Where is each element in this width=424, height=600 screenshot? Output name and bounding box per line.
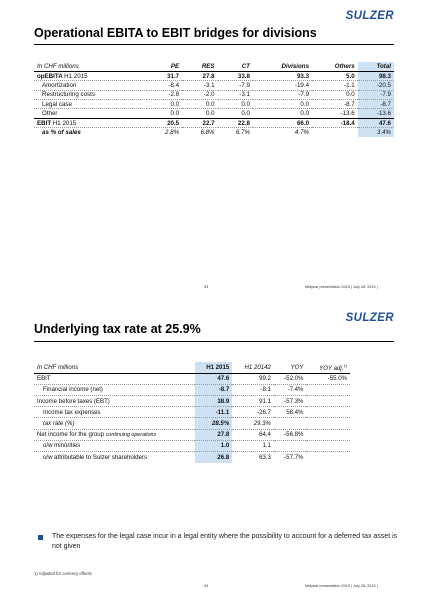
- table-row: [34, 118, 394, 127]
- table-cell: 1.1: [232, 440, 274, 451]
- table-cell: -7.4%: [274, 384, 307, 395]
- table-cell-total: 3.4%: [358, 128, 394, 137]
- row-label: Legal case: [34, 100, 147, 109]
- column-header: In CHF millions: [34, 362, 195, 373]
- table-row: [34, 100, 394, 109]
- table-cell: -55.0%: [306, 373, 350, 384]
- table-cell: 33.8: [218, 71, 253, 80]
- table-cell: -26.7: [232, 407, 274, 418]
- ebita-ebit-bridge-table: [34, 62, 394, 137]
- table-cell: -57.3%: [274, 396, 307, 407]
- table-cell: -3.1: [182, 81, 217, 90]
- row-label: as % of sales: [42, 129, 81, 137]
- table-row: [34, 90, 394, 99]
- table-cell: -13.6: [340, 110, 355, 118]
- table-cell: 0.0: [312, 90, 358, 99]
- table-cell: 2.8%: [165, 129, 180, 137]
- row-label: tax rate (%): [34, 418, 195, 429]
- table-row: [34, 384, 350, 395]
- table-cell: 22.8: [218, 118, 253, 127]
- bullet-square-icon: [38, 535, 43, 540]
- table-cell-current: -11.1: [195, 407, 232, 418]
- table-cell: [306, 418, 350, 429]
- table-cell: -19.4: [253, 81, 312, 90]
- table-cell: -7.9: [253, 90, 312, 99]
- table-cell: -3.1: [218, 90, 253, 99]
- table-cell: -2.0: [182, 90, 217, 99]
- slide-title: Operational EBITA to EBIT bridges for divisions: [34, 26, 317, 40]
- table-row: [34, 418, 350, 429]
- table-cell: -8.1: [232, 384, 274, 395]
- slide-tax-rate: [0, 302, 424, 600]
- table-cell: -2.8: [147, 90, 182, 99]
- table-cell: 93.3: [253, 71, 312, 80]
- column-header: Divisions: [253, 62, 312, 71]
- row-label: EBIT: [34, 373, 195, 384]
- table-row: [34, 440, 350, 451]
- row-label: o/w minorities: [34, 440, 195, 451]
- table-row: [34, 81, 394, 90]
- column-header-total: Total: [358, 62, 394, 71]
- table-cell-current: 1.0: [195, 440, 232, 451]
- table-cell: 0.0: [182, 100, 217, 109]
- table-header-row: [34, 362, 350, 373]
- table-cell: -57.7%: [284, 453, 304, 461]
- table-cell-total: 47.6: [358, 118, 394, 127]
- table-cell: 91.1: [232, 396, 274, 407]
- table-cell: [306, 440, 350, 451]
- footer-text: Midyear presentation 2015 | July 28, 2015 |: [305, 584, 378, 588]
- title-divider: [34, 341, 394, 342]
- table-row: [34, 429, 350, 440]
- table-cell: 66.0: [253, 118, 312, 127]
- table-row: [34, 128, 394, 137]
- table-cell: [312, 128, 358, 137]
- table-cell: 29.3%: [232, 418, 274, 429]
- bullet-text: The expenses for the legal case incur in a legal entity where the possibility to account for a deferred tax asset is not given: [52, 533, 398, 550]
- table-row: [34, 452, 350, 463]
- table-cell: [274, 440, 307, 451]
- table-cell-total: -13.6: [358, 109, 394, 118]
- table-row: [34, 71, 394, 80]
- page-number: 33: [204, 285, 209, 289]
- table-cell: 6.8%: [200, 129, 215, 137]
- table-cell-current: 26.8: [195, 452, 232, 463]
- table-cell-total: -20.5: [358, 81, 394, 90]
- column-header: PE: [147, 62, 182, 71]
- table-cell: -52.0%: [274, 373, 307, 384]
- table-cell: -8.4: [147, 81, 182, 90]
- column-header-current: H1 2015: [195, 362, 232, 373]
- table-cell: -1.1: [312, 81, 358, 90]
- row-label: o/w attributable to Sulzer shareholders: [43, 453, 147, 461]
- title-divider: [34, 44, 394, 45]
- bullet-point: [38, 532, 398, 552]
- table-cell-total: -8.7: [358, 100, 394, 109]
- column-header: YOY: [274, 362, 307, 373]
- sulzer-logo: SULZER: [345, 10, 394, 22]
- column-header: H1 20142: [232, 362, 274, 373]
- table-cell: [306, 429, 350, 440]
- table-cell: 99.2: [232, 373, 274, 384]
- footnote: 1) Adjusted for currency effects: [34, 571, 92, 576]
- column-header: In CHF millions: [34, 62, 147, 71]
- table-row: [34, 396, 350, 407]
- table-row: [34, 109, 394, 118]
- table-cell-total: 98.3: [358, 71, 394, 80]
- row-label: Other: [42, 110, 58, 118]
- column-header: YOY adj.$^{1)}$: [306, 362, 350, 373]
- table-cell-total: -7.9: [358, 90, 394, 99]
- row-label: Restructuring costs: [34, 90, 147, 99]
- tax-rate-table: [34, 362, 350, 463]
- table-cell-current: -8.7: [195, 384, 232, 395]
- row-label: Net income for the group continuing operations: [34, 429, 195, 440]
- row-label: Financial income (net): [34, 384, 195, 395]
- table-cell: 0.0: [241, 110, 250, 118]
- table-cell-current: 38.9: [195, 396, 232, 407]
- table-cell: 6.7%: [235, 129, 250, 137]
- table-header-row: [34, 62, 394, 71]
- column-header: CT: [218, 62, 253, 71]
- table-cell-current: 47.6: [195, 373, 232, 384]
- table-cell-current: 27.8: [195, 429, 232, 440]
- sulzer-logo: SULZER: [345, 312, 394, 324]
- row-label: opEBITA H1 2015: [34, 71, 147, 80]
- slide-title: Underlying tax rate at 25.9%: [34, 322, 201, 336]
- column-header: RES: [182, 62, 217, 71]
- table-cell: 4.7%: [294, 129, 310, 137]
- page-number: 34: [204, 584, 209, 588]
- table-cell: [274, 418, 307, 429]
- table-cell: 0.0: [218, 100, 253, 109]
- table-cell: 20.5: [147, 118, 182, 127]
- row-label: Amortization: [34, 81, 147, 90]
- table-cell-current: 28.5%: [195, 418, 232, 429]
- table-cell: -7.9: [218, 81, 253, 90]
- table-cell: 0.0: [170, 110, 180, 118]
- table-cell: -18.4: [312, 118, 358, 127]
- table-cell: -56.8%: [274, 429, 307, 440]
- table-cell: 0.0: [300, 110, 310, 118]
- column-header: Others: [312, 62, 358, 71]
- table-cell: [306, 396, 350, 407]
- table-cell: [306, 384, 350, 395]
- row-label: Income tax expenses: [34, 407, 195, 418]
- slide-ebita-bridges: [0, 0, 424, 298]
- table-cell: 63.3: [259, 453, 271, 461]
- table-cell: 0.0: [147, 100, 182, 109]
- table-cell: 0.0: [205, 110, 215, 118]
- table-cell: -8.7: [312, 100, 358, 109]
- table-cell: 27.8: [182, 71, 217, 80]
- table-cell: 5.0: [312, 71, 358, 80]
- table-cell: 31.7: [147, 71, 182, 80]
- table-cell: 0.0: [253, 100, 312, 109]
- table-cell: 58.4%: [274, 407, 307, 418]
- table-cell: [306, 452, 350, 463]
- row-label: Income before taxes (EBT): [34, 396, 195, 407]
- table-row: [34, 407, 350, 418]
- row-label: EBIT H1 2015: [34, 118, 147, 127]
- table-row: [34, 373, 350, 384]
- footer-text: Midyear presentation 2015 | July 28, 2015 |: [305, 285, 378, 289]
- table-cell: 22.7: [182, 118, 217, 127]
- table-cell: [306, 407, 350, 418]
- table-cell: 64.4: [232, 429, 274, 440]
